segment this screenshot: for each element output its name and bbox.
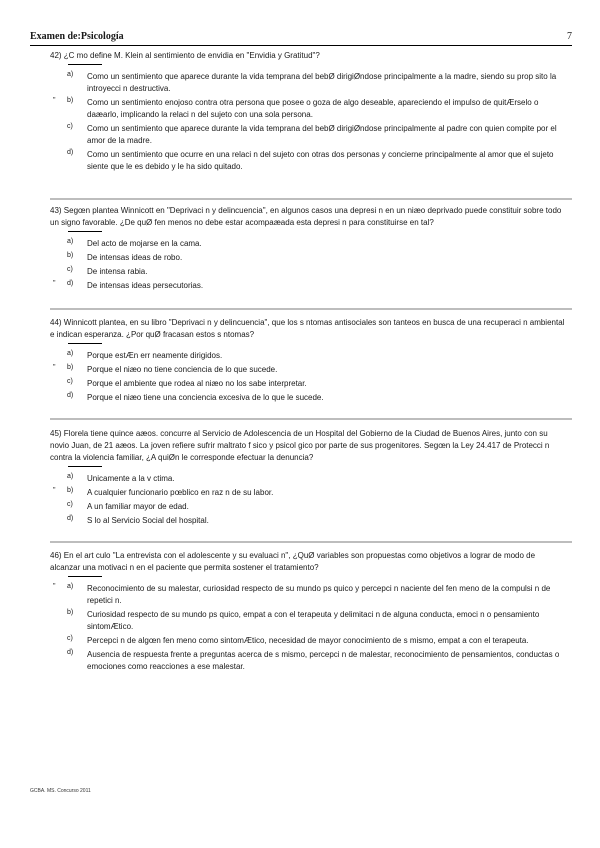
option-text: Porque el ambiente que rodea al niæo no los sabe interpretar. — [87, 379, 307, 388]
option-b — [50, 609, 565, 633]
question-underline — [68, 64, 102, 65]
option-letter: c) — [67, 635, 73, 642]
option-a — [50, 473, 565, 485]
question-underline — [68, 576, 102, 577]
option-text: De intensas ideas persecutorias. — [87, 281, 204, 290]
option-letter: b) — [67, 609, 74, 616]
option-c — [50, 266, 565, 278]
option-letter: b) — [67, 487, 74, 494]
question-45 — [50, 428, 565, 529]
option-letter: b) — [67, 252, 74, 259]
question-separator — [50, 541, 572, 543]
header-divider — [30, 45, 572, 46]
option-a — [50, 350, 565, 362]
question-stem — [50, 50, 565, 62]
option-a — [50, 71, 565, 95]
option-text: Ausencia de respuesta frente a preguntas acerca de s mismo, percepci n de malestar, reconocimiento de pensamientos, conductas o emociones como reacciones a ese malestar. — [87, 650, 560, 671]
option-text: Como un sentimiento que aparece durante la vida temprana del bebØ dirigiØndose principalmente al padre con quien compite por el amor de la madre. — [87, 124, 557, 145]
option-text: Reconocimiento de su malestar, curiosidad respecto de su mundo ps quico y percepci n naciente del fen meno de la compulsi n de repetici n. — [87, 584, 551, 605]
option-text: Porque estÆn err neamente dirigidos. — [87, 351, 223, 360]
question-separator — [50, 198, 572, 200]
option-c — [50, 501, 565, 513]
option-c — [50, 378, 565, 390]
question-text: Segœn plantea Winnicott en "Deprivaci n y delincuencia", en algunos casos una depresi n en un niæo deprivado puede constituir sobre todo un signo favorable. ¿De quØ fen menos no debe estar acompaæada esta depresi n para constituirse en tal? — [50, 206, 562, 227]
option-a — [50, 583, 565, 607]
option-d — [50, 649, 565, 673]
question-number: 43) — [50, 206, 62, 215]
question-number: 45) — [50, 429, 62, 438]
option-text: Del acto de mojarse en la cama. — [87, 239, 202, 248]
question-43 — [50, 205, 565, 294]
question-stem — [50, 428, 565, 464]
option-b — [50, 252, 565, 264]
question-number: 46) — [50, 551, 62, 560]
answer-mark: " — [53, 97, 56, 104]
option-text: S lo al Servicio Social del hospital. — [87, 516, 209, 525]
page-number: 7 — [567, 31, 572, 42]
option-a — [50, 238, 565, 250]
option-letter: a) — [67, 583, 74, 590]
option-b — [50, 364, 565, 376]
question-46 — [50, 550, 565, 675]
option-text: A un familiar mayor de edad. — [87, 502, 189, 511]
question-underline — [68, 231, 102, 232]
question-44 — [50, 317, 565, 406]
question-text: En el art culo "La entrevista con el adolescente y su evaluaci n", ¿QuØ variables son propuestas como objetivos a lograr de modo de alcanzar una motivaci n en el paciente que permita sostener el tratamiento? — [50, 551, 536, 572]
option-letter: d) — [67, 149, 74, 156]
option-letter: d) — [67, 280, 74, 287]
question-text: ¿C mo define M. Klein al sentimiento de envidia en "Envidia y Gratitud"? — [63, 51, 320, 60]
question-number: 42) — [50, 51, 62, 60]
question-stem — [50, 317, 565, 341]
question-separator — [50, 308, 572, 310]
option-text: Como un sentimiento enojoso contra otra persona que posee o goza de algo deseable, apareciendo el impulso de quitÆrselo o daæarlo, implicando la relaci n del sujeto con una sola persona. — [87, 98, 539, 119]
option-letter: c) — [67, 123, 73, 130]
option-text: A cualquier funcionario pœblico en raz n de su labor. — [87, 488, 274, 497]
option-d — [50, 515, 565, 527]
question-stem — [50, 205, 565, 229]
option-text: De intensa rabia. — [87, 267, 148, 276]
option-letter: c) — [67, 501, 73, 508]
answer-mark: " — [53, 487, 56, 494]
option-letter: a) — [67, 473, 74, 480]
option-letter: c) — [67, 378, 73, 385]
option-b — [50, 487, 565, 499]
answer-mark: " — [53, 364, 56, 371]
option-letter: b) — [67, 97, 74, 104]
option-d — [50, 392, 565, 404]
option-letter: d) — [67, 515, 74, 522]
page-header — [30, 31, 572, 45]
question-42 — [50, 50, 565, 175]
exam-title: Examen de:Psicología — [30, 31, 124, 42]
question-separator — [50, 418, 572, 420]
option-letter: b) — [67, 364, 74, 371]
option-text: De intensas ideas de robo. — [87, 253, 183, 262]
question-text: Winnicott plantea, en su libro "Deprivaci n y delincuencia", que los s ntomas antisociales son tanteos en busca de una recuperaci n ambiental e indican esperanza. ¿Por quØ fracasan estos s ntomas? — [50, 318, 565, 339]
option-d — [50, 149, 565, 173]
option-text: Percepci n de algœn fen meno como sintomÆtico, necesidad de mayor conocimiento de s mismo, empat a con el terapeuta. — [87, 636, 529, 645]
option-text: Unicamente a la v ctima. — [87, 474, 175, 483]
option-text: Como un sentimiento que ocurre en una relaci n del sujeto con otras dos personas y concierne principalmente al amor que el sujeto siente que le es debido y le ha sido quitado. — [87, 150, 554, 171]
option-c — [50, 123, 565, 147]
option-text: Porque el niæo no tiene conciencia de lo que sucede. — [87, 365, 278, 374]
option-text: Como un sentimiento que aparece durante la vida temprana del bebØ dirigiØndose principalmente a la madre, siendo su prop sito la introyecci n destructiva. — [87, 72, 557, 93]
option-b — [50, 97, 565, 121]
answer-mark: " — [53, 280, 56, 287]
question-number: 44) — [50, 318, 62, 327]
question-underline — [68, 343, 102, 344]
option-text: Curiosidad respecto de su mundo ps quico, empat a con el terapeuta y delimitaci n de alguna conducta, emoci n o pensamiento sintomÆtico. — [87, 610, 540, 631]
option-letter: a) — [67, 71, 74, 78]
option-text: Porque el niæo tiene una conciencia excesiva de lo que le sucede. — [87, 393, 324, 402]
option-letter: d) — [67, 392, 74, 399]
page-footer: GCBA. MS. Concurso 2011 — [30, 788, 91, 794]
question-stem — [50, 550, 565, 574]
question-underline — [68, 466, 102, 467]
option-letter: a) — [67, 350, 74, 357]
option-letter: c) — [67, 266, 73, 273]
option-letter: a) — [67, 238, 74, 245]
question-text: Florela tiene quince aæos. concurre al Servicio de Adolescencia de un Hospital del Gobierno de la Ciudad de Buenos Aires, junto con su novio Juan, de 21 aæos. La joven refiere sufrir maltrato f sico y psicol gico por parte de sus progenitores. Segœn la Ley 24.417 de Protecci n contra la violencia familiar, ¿A quiØn le corresponde efectuar la denuncia? — [50, 429, 550, 462]
option-d — [50, 280, 565, 292]
answer-mark: " — [53, 583, 56, 590]
option-c — [50, 635, 565, 647]
option-letter: d) — [67, 649, 74, 656]
